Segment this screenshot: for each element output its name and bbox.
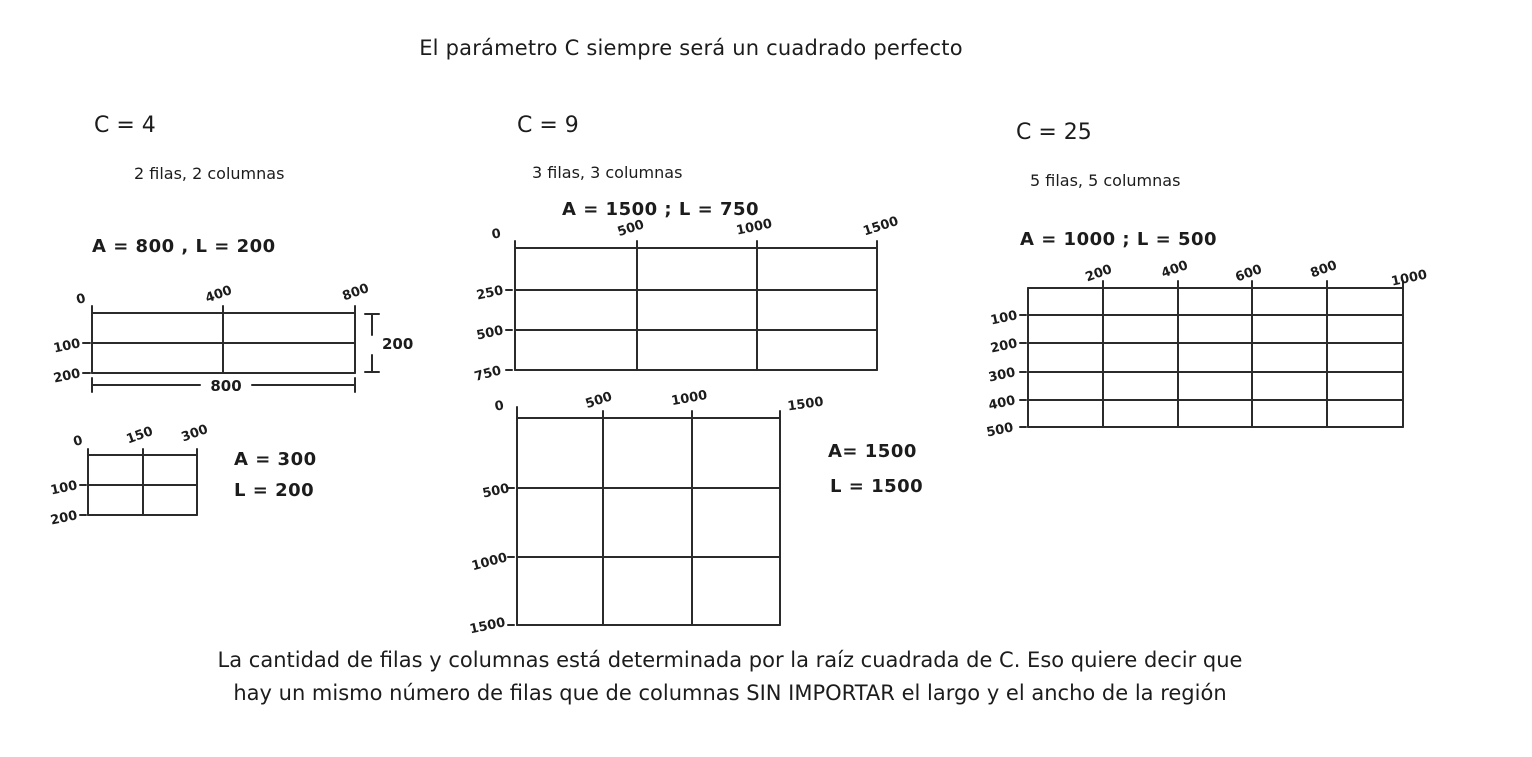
c25-grid1-region — [980, 253, 1440, 441]
section-c4-subheading: 2 filas, 2 columnas — [134, 164, 285, 183]
c4-grid2-area-label: A = 300 — [234, 449, 317, 470]
tick-label: 500 — [481, 481, 511, 502]
tick-label: 1000 — [735, 216, 774, 239]
tick-label: 400 — [1159, 258, 1191, 282]
tick-label: 1000 — [670, 388, 709, 410]
c4-grid2-length-label: L = 200 — [234, 480, 315, 501]
c4-grid1-region — [52, 281, 420, 400]
tick-label: 200 — [49, 508, 79, 529]
grid-lines — [92, 313, 355, 373]
tick-label: 500 — [475, 323, 505, 344]
tick-label: 300 — [179, 422, 211, 446]
c4-grid2-region — [49, 422, 345, 529]
tick-label: 100 — [49, 478, 79, 499]
grid-lines — [517, 418, 780, 625]
footer-line-2: hay un mismo número de filas que de columnas SIN IMPORTAR el largo y el ancho de la región — [233, 681, 1227, 705]
grid-lines — [88, 455, 197, 515]
tick-label: 800 — [340, 281, 372, 305]
section-c25-heading: C = 25 — [1016, 120, 1092, 145]
tick-label: 1500 — [468, 615, 507, 638]
tick-label: 200 — [989, 336, 1019, 357]
tick-label: 100 — [989, 308, 1019, 329]
tick-label: 200 — [1083, 262, 1115, 286]
tick-label: 1500 — [861, 213, 901, 240]
tick-label: 250 — [475, 283, 505, 304]
axis-ticks — [1020, 281, 1403, 427]
footer-line-1: La cantidad de filas y columnas está determinada por la raíz cuadrada de C. Eso quiere decir que — [217, 648, 1243, 672]
page-title: El parámetro C siempre será un cuadrado perfecto — [419, 36, 963, 60]
tick-label: 500 — [583, 389, 615, 412]
tick-label: 400 — [987, 393, 1017, 414]
c9-grid1-region — [460, 213, 910, 385]
tick-label: 150 — [124, 424, 156, 448]
footer-note — [110, 644, 1350, 710]
tick-label: 1000 — [1390, 267, 1429, 290]
tick-label: 750 — [472, 363, 504, 385]
height-brace-label: 200 — [382, 335, 414, 353]
tick-label: 600 — [1233, 262, 1265, 286]
section-c9-subheading: 3 filas, 3 columnas — [532, 163, 683, 182]
axis-ticks — [83, 306, 355, 373]
tick-label: 500 — [985, 420, 1015, 441]
axis-ticks — [506, 241, 877, 370]
tick-label: 500 — [615, 217, 647, 240]
section-c25-subheading: 5 filas, 5 columnas — [1030, 171, 1181, 190]
c25-grid1-label: A = 1000 ; L = 500 — [1020, 229, 1218, 250]
tick-label: 100 — [52, 336, 82, 357]
c4-grid1-label: A = 800 , L = 200 — [92, 236, 276, 257]
height-brace — [365, 314, 379, 372]
tick-label: 0 — [493, 398, 506, 415]
tick-label: 0 — [71, 433, 85, 451]
tick-label: 1000 — [470, 550, 510, 575]
c9-grid2-length-label: L = 1500 — [830, 476, 924, 497]
section-c4-heading: C = 4 — [94, 113, 156, 138]
c9-grid1-label: A = 1500 ; L = 750 — [562, 199, 760, 220]
tick-label: 1500 — [786, 394, 825, 415]
tick-label: 400 — [203, 283, 235, 307]
grid-lines — [1028, 288, 1403, 427]
c9-grid2-region — [450, 388, 920, 638]
tick-label: 800 — [1308, 258, 1340, 282]
axis-ticks — [80, 449, 197, 515]
tick-label: 0 — [74, 291, 88, 309]
tick-label: 300 — [987, 365, 1017, 386]
grid-lines — [515, 248, 877, 370]
tick-label: 0 — [490, 226, 503, 243]
width-brace-label: 800 — [210, 377, 242, 395]
c9-grid2-area-label: A= 1500 — [828, 441, 917, 462]
tick-label: 200 — [52, 366, 82, 387]
section-c9-heading: C = 9 — [517, 113, 579, 138]
axis-ticks — [508, 407, 780, 625]
